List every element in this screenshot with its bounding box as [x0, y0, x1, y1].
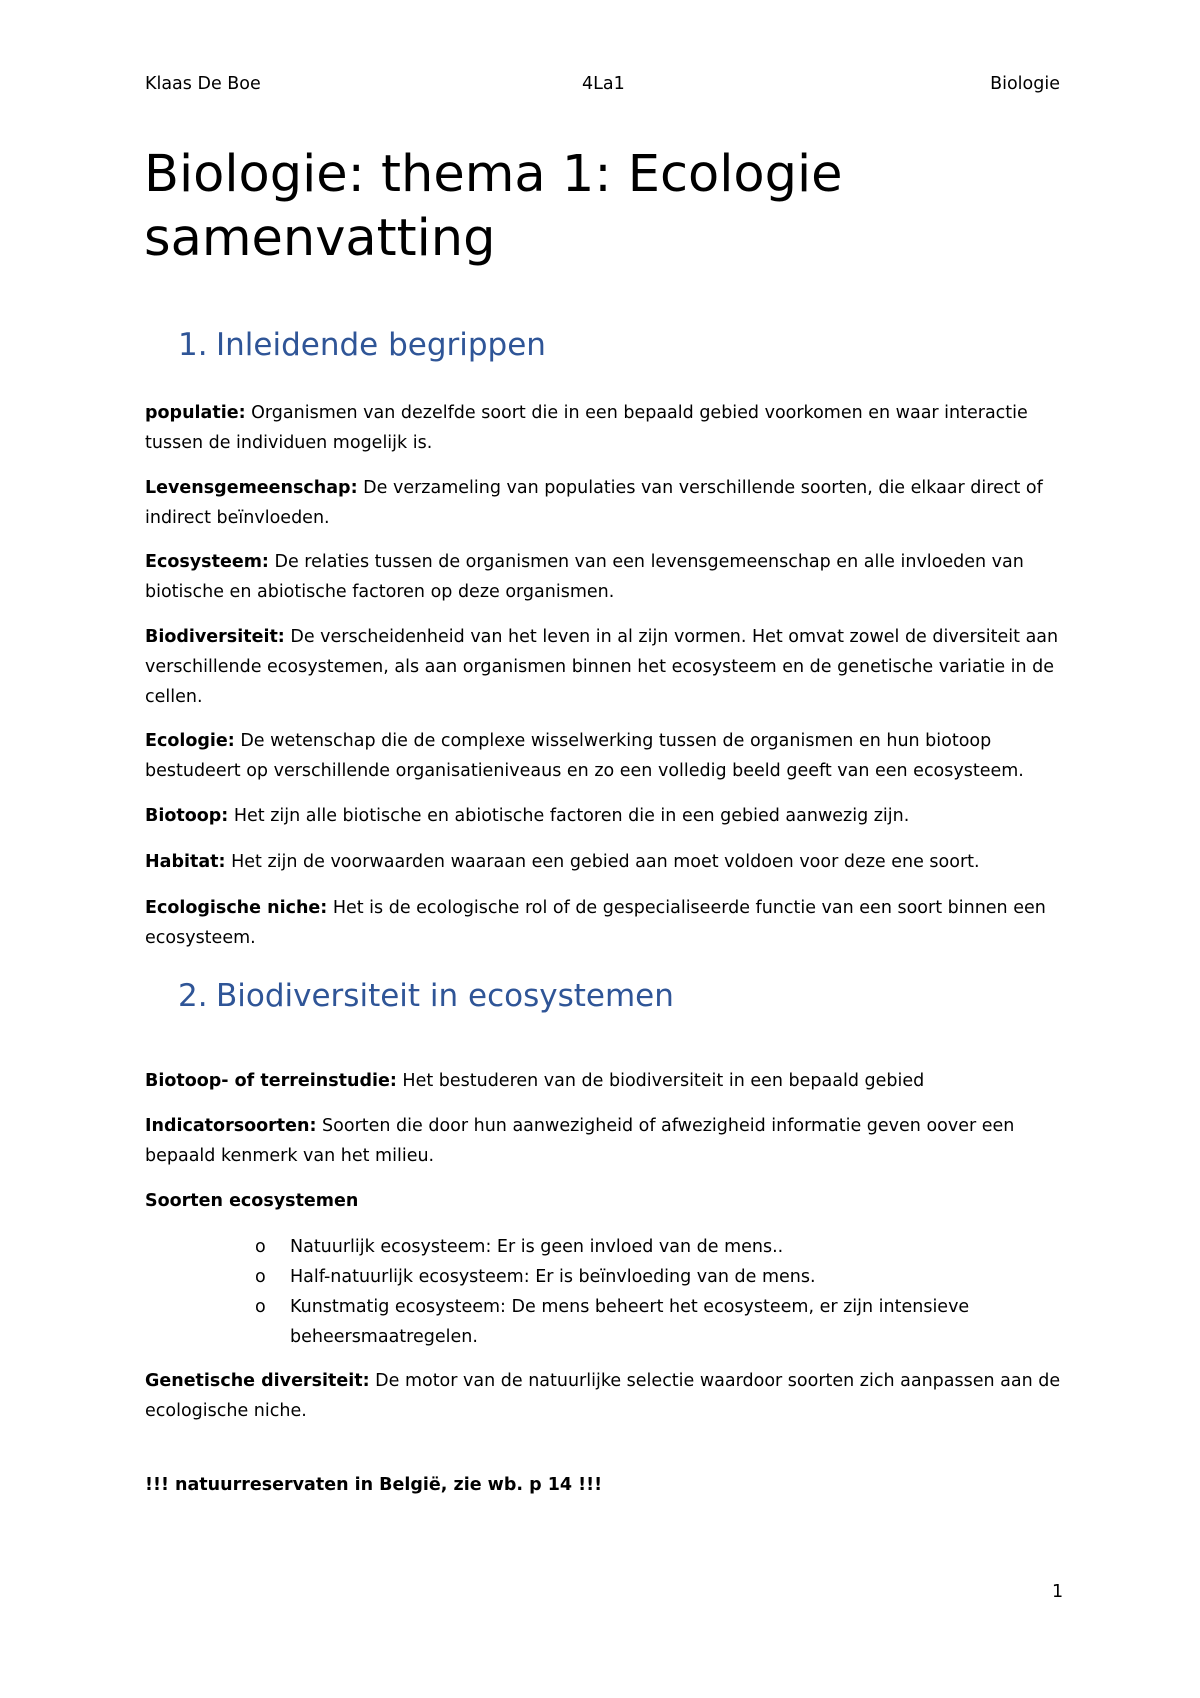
list-heading-soorten-ecosystemen: [145, 1186, 1065, 1216]
header-class: 4La1: [582, 74, 625, 94]
definition-text: De verzameling van populaties van verschillende soorten, die elkaar direct of indirect beïnvloeden.: [145, 478, 1043, 528]
header-subject: Biologie: [990, 74, 1060, 94]
definition-term: Genetische diversiteit:: [145, 1371, 370, 1391]
ecosystem-types-list: [145, 1232, 1065, 1352]
definition-term: populatie:: [145, 403, 246, 423]
definition-biotoop: [145, 801, 1065, 831]
definition-populatie: [145, 398, 1065, 458]
list-item: [145, 1232, 1065, 1262]
list-heading: Soorten ecosystemen: [145, 1191, 359, 1211]
definition-text: De relaties tussen de organismen van een levensgemeenschap en alle invloeden van biotische en abiotische factoren op deze organismen.: [145, 552, 1024, 602]
definition-text: Soorten die door hun aanwezigheid of afwezigheid informatie geven oover een bepaald kenmerk van het milieu.: [145, 1116, 1015, 1166]
list-item: [145, 1262, 1065, 1292]
definition-text: Organismen van dezelfde soort die in een bepaald gebied voorkomen en waar interactie tussen de individuen mogelijk is.: [145, 403, 1028, 453]
definition-genetische-diversiteit: [145, 1366, 1065, 1426]
bullet-marker: o: [255, 1267, 266, 1287]
list-item-text: Half-natuurlijk ecosysteem: Er is beïnvloeding van de mens.: [290, 1267, 816, 1287]
definition-ecologische-niche: [145, 893, 1065, 953]
natuurreservaten-note: !!! natuurreservaten in België, zie wb. p 14 !!!: [145, 1475, 603, 1495]
definition-indicatorsoorten: [145, 1111, 1065, 1171]
definition-habitat: [145, 847, 1065, 877]
page-header: [145, 74, 1060, 102]
definition-biotoop-terreinstudie: [145, 1066, 1065, 1096]
definition-term: Ecologische niche:: [145, 898, 328, 918]
definition-ecosysteem: [145, 547, 1065, 607]
definition-biodiversiteit: [145, 622, 1065, 712]
definition-term: Biodiversiteit:: [145, 627, 285, 647]
list-item: [145, 1292, 1065, 1352]
definition-text: Het zijn de voorwaarden waaraan een gebied aan moet voldoen voor deze ene soort.: [225, 852, 980, 872]
definition-term: Levensgemeenschap:: [145, 478, 358, 498]
definition-term: Habitat:: [145, 852, 226, 872]
definition-ecologie: [145, 726, 1065, 786]
definition-term: Ecosysteem:: [145, 552, 269, 572]
document-title: Biologie: thema 1: Ecologie samenvatting: [144, 145, 843, 268]
definition-text: De motor van de natuurlijke selectie waardoor soorten zich aanpassen aan de ecologische niche.: [145, 1371, 1061, 1421]
section-title: Biodiversiteit in ecosystemen: [216, 978, 674, 1014]
definition-levensgemeenschap: [145, 473, 1065, 533]
definition-term: Ecologie:: [145, 731, 235, 751]
section-title: Inleidende begrippen: [216, 327, 546, 363]
section-number: 1.: [178, 327, 208, 363]
definition-text: Het zijn alle biotische en abiotische factoren die in een gebied aanwezig zijn.: [228, 806, 910, 826]
definition-term: Indicatorsoorten:: [145, 1116, 317, 1136]
definition-text: Het is de ecologische rol of de gespecialiseerde functie van een soort binnen een ecosysteem.: [145, 898, 1046, 948]
page-number: 1: [1052, 1582, 1064, 1602]
section-heading-biodiversiteit-in-ecosystemen: [178, 976, 674, 1016]
bullet-marker: o: [255, 1237, 266, 1257]
definition-text: De wetenschap die de complexe wisselwerking tussen de organismen en hun biotoop bestudeert op verschillende organisatieniveaus en zo een volledig beeld geeft van een ecosysteem.: [145, 731, 1024, 781]
header-author: Klaas De Boe: [145, 74, 261, 94]
definition-text: Het bestuderen van de biodiversiteit in een bepaald gebied: [396, 1071, 925, 1091]
section-number: 2.: [178, 978, 208, 1014]
definition-text: De verscheidenheid van het leven in al zijn vormen. Het omvat zowel de diversiteit aan verschillende ecosystemen, als aan organismen binnen het ecosysteem en de genetische variatie in de cellen.: [145, 627, 1059, 707]
bullet-marker: o: [255, 1297, 266, 1317]
list-item-text: Kunstmatig ecosysteem: De mens beheert het ecosysteem, er zijn intensieve beheersmaatregelen.: [290, 1297, 970, 1347]
section-heading-inleidende-begrippen: [178, 325, 546, 365]
definition-term: Biotoop:: [145, 806, 229, 826]
definition-term: Biotoop- of terreinstudie:: [145, 1071, 397, 1091]
list-item-text: Natuurlijk ecosysteem: Er is geen invloed van de mens..: [290, 1237, 784, 1257]
